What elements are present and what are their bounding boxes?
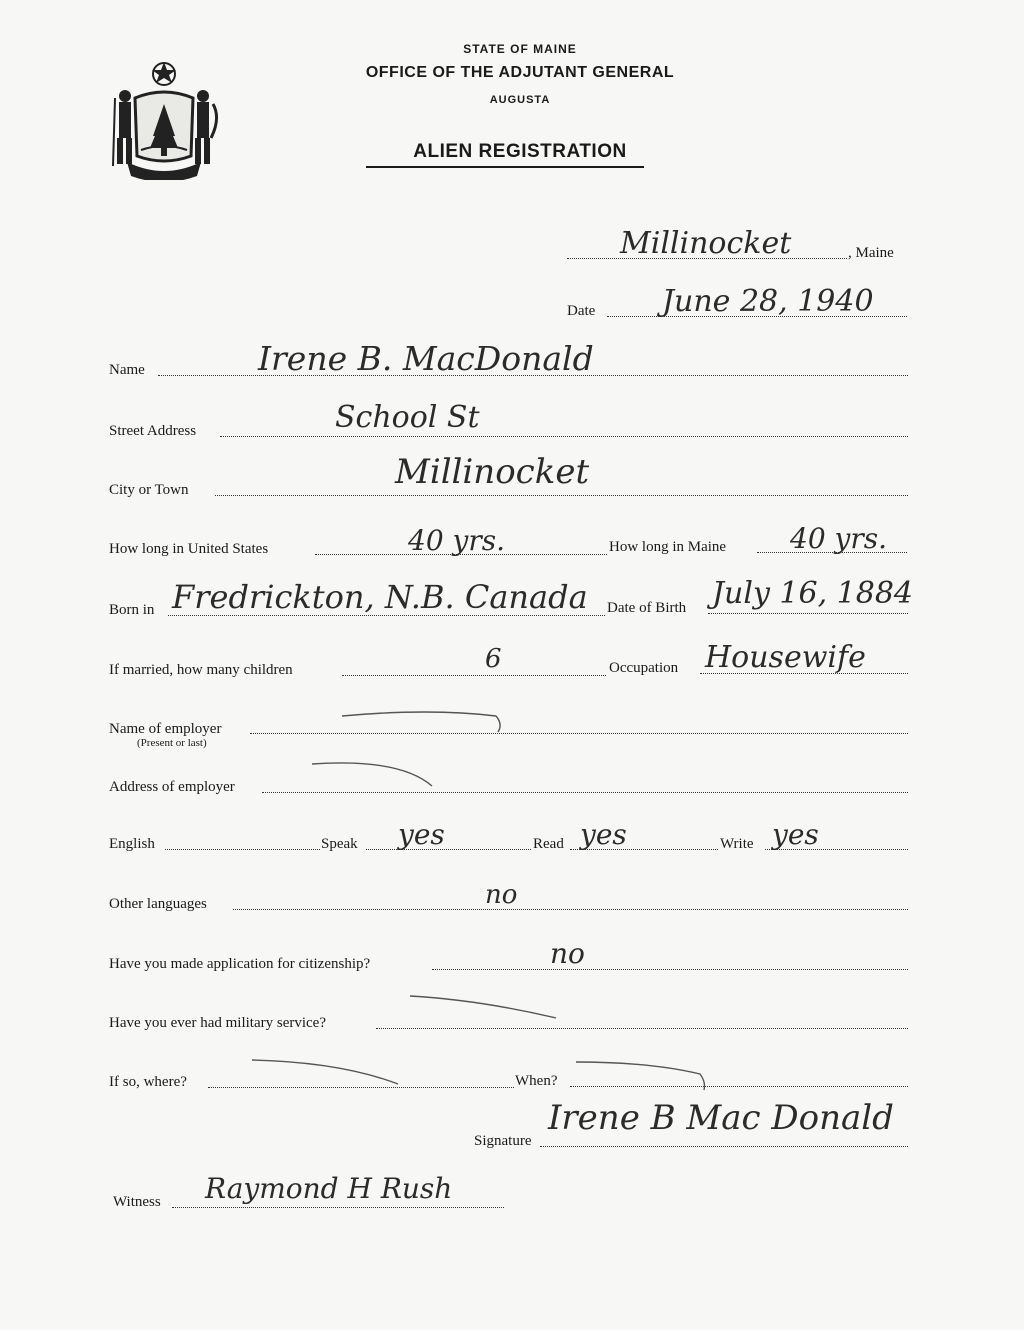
children-label: If married, how many children	[109, 662, 293, 678]
witness-label: Witness	[113, 1194, 161, 1210]
write-value: yes	[772, 818, 819, 851]
employer-address-label: Address of employer	[109, 779, 235, 795]
read-value: yes	[580, 818, 627, 851]
employer-name-sublabel: (Present or last)	[137, 737, 207, 749]
witness-line	[172, 1207, 504, 1208]
where-line	[208, 1087, 514, 1088]
how-long-us-value: 40 yrs.	[408, 524, 506, 557]
city-value: Millinocket	[395, 452, 590, 492]
form-title: ALIEN REGISTRATION	[413, 141, 627, 162]
pen-stroke	[410, 996, 556, 1018]
employer-name-line	[250, 733, 908, 734]
employer-address-line	[262, 792, 908, 793]
how-long-maine-label: How long in Maine	[609, 539, 727, 555]
write-label: Write	[720, 836, 754, 852]
military-label: Have you ever had military service?	[109, 1015, 326, 1031]
english-label: English	[109, 836, 155, 852]
street-address-line	[220, 436, 908, 437]
date-of-birth-value: July 16, 1884	[712, 576, 914, 611]
other-languages-line	[233, 909, 908, 910]
employer-name-label: Name of employer	[109, 721, 222, 737]
name-label: Name	[109, 362, 145, 378]
name-value: Irene B. MacDonald	[258, 339, 594, 378]
date-value: June 28, 1940	[662, 284, 874, 319]
street-address-value: School St	[335, 400, 480, 435]
place-label: , Maine	[848, 245, 894, 261]
pen-stroke	[312, 763, 432, 786]
military-line	[376, 1028, 908, 1029]
signature-label: Signature	[474, 1133, 532, 1149]
citizenship-label: Have you made application for citizenship?	[109, 956, 371, 972]
date-of-birth-label: Date of Birth	[607, 600, 687, 616]
born-in-label: Born in	[109, 602, 155, 618]
header-state: STATE OF MAINE	[463, 42, 577, 56]
speak-label: Speak	[321, 836, 358, 852]
english-line	[165, 849, 320, 850]
witness-value: Raymond H Rush	[205, 1172, 453, 1205]
when-label: When?	[515, 1073, 558, 1089]
children-value: 6	[485, 644, 502, 674]
signature-line	[540, 1146, 908, 1147]
occupation-label: Occupation	[609, 660, 679, 676]
how-long-us-label: How long in United States	[109, 541, 269, 557]
street-address-label: Street Address	[109, 423, 197, 439]
header-city: AUGUSTA	[489, 94, 551, 106]
header-office: OFFICE OF THE ADJUTANT GENERAL	[365, 64, 675, 81]
pen-stroke	[342, 712, 500, 732]
citizenship-value: no	[550, 937, 585, 970]
citizenship-line	[432, 969, 908, 970]
date-label: Date	[567, 303, 596, 319]
place-value: Millinocket	[620, 226, 792, 261]
city-line	[215, 495, 908, 496]
other-languages-label: Other languages	[109, 896, 207, 912]
date-of-birth-line	[708, 613, 908, 614]
speak-value: yes	[398, 818, 445, 851]
children-line	[342, 675, 606, 676]
born-in-value: Fredrickton, N.B. Canada	[172, 578, 588, 616]
other-languages-value: no	[485, 880, 518, 910]
when-line	[570, 1086, 908, 1087]
title-underline	[366, 166, 644, 168]
read-label: Read	[533, 836, 564, 852]
signature-value: Irene B Mac Donald	[548, 1098, 894, 1138]
where-label: If so, where?	[109, 1074, 187, 1090]
speak-line	[366, 849, 531, 850]
city-label: City or Town	[109, 482, 189, 498]
pen-stroke	[252, 1060, 398, 1084]
how-long-maine-value: 40 yrs.	[790, 522, 888, 555]
occupation-value: Housewife	[705, 640, 866, 675]
